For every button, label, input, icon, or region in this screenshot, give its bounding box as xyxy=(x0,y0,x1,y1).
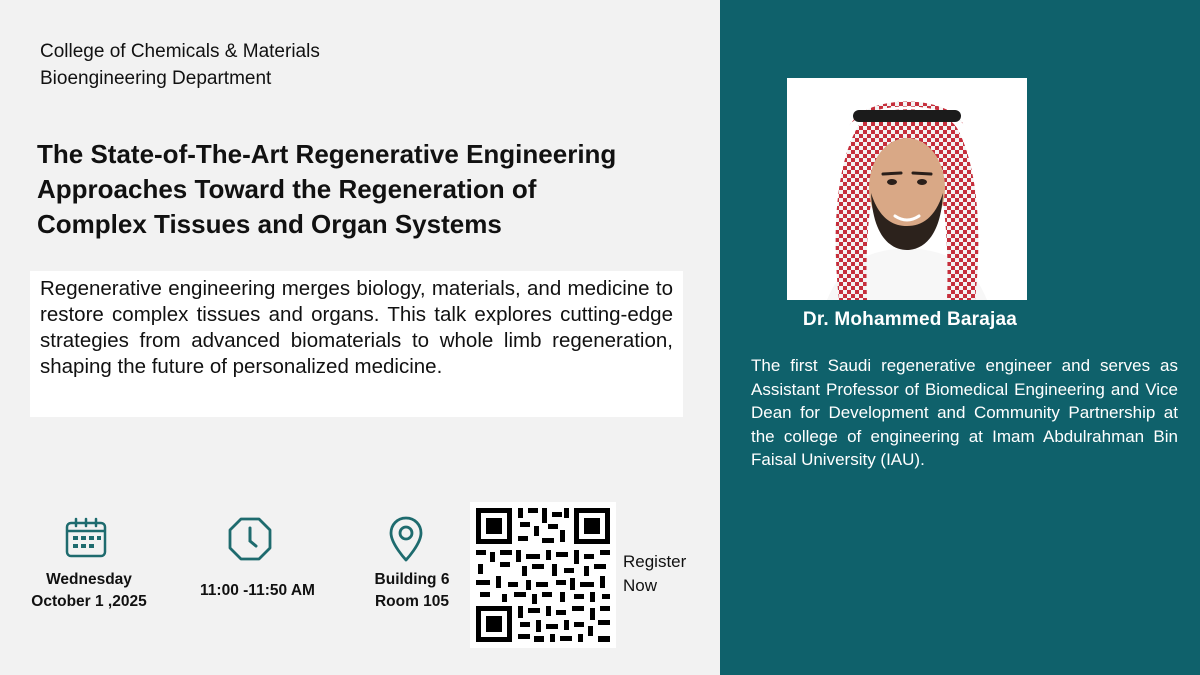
event-time-value: 11:00 -11:50 AM xyxy=(200,582,315,599)
register-now-label xyxy=(623,550,686,598)
event-location xyxy=(352,569,472,613)
title-line: The State-of-The-Art Regenerative Engineering xyxy=(37,139,617,169)
event-time xyxy=(180,580,335,602)
college-name: College of Chemicals & Materials xyxy=(40,41,320,62)
event-building: Building 6 xyxy=(374,571,450,588)
qr-code-icon[interactable] xyxy=(470,502,616,648)
speaker-name: Dr. Mohammed Barajaa xyxy=(802,309,1018,330)
event-date-value: October 1 ,2025 xyxy=(31,593,147,610)
department-name: Bioengineering Department xyxy=(40,68,272,89)
event-date xyxy=(18,569,160,613)
title-line: Approaches Toward the Regeneration of xyxy=(37,174,537,204)
title-line: Complex Tissues and Organ Systems xyxy=(37,209,502,239)
talk-title xyxy=(37,137,717,242)
event-day: Wednesday xyxy=(46,571,132,588)
location-pin-icon xyxy=(388,515,424,563)
calendar-icon xyxy=(64,517,108,559)
event-room: Room 105 xyxy=(374,593,450,610)
speaker-photo xyxy=(787,78,1027,300)
speaker-bio: The first Saudi regenerative engineer and serves as Assistant Professor of Biomedical Engineering and Vice Dean for Development and Community Partnership at the college of engineering at Imam Abdulrahman Bin Faisal University (IAU). xyxy=(751,356,1178,469)
department-header xyxy=(40,38,320,92)
register-line-2: Now xyxy=(623,576,658,595)
abstract-box: Regenerative engineering merges biology, materials, and medicine to restore complex tissues and organs. This talk explores cutting-edge strategies from advanced biomaterials to whole limb regeneration, shaping the future of personalized medicine. xyxy=(30,271,683,417)
clock-icon xyxy=(227,516,273,562)
register-line-1: Register xyxy=(623,552,687,571)
